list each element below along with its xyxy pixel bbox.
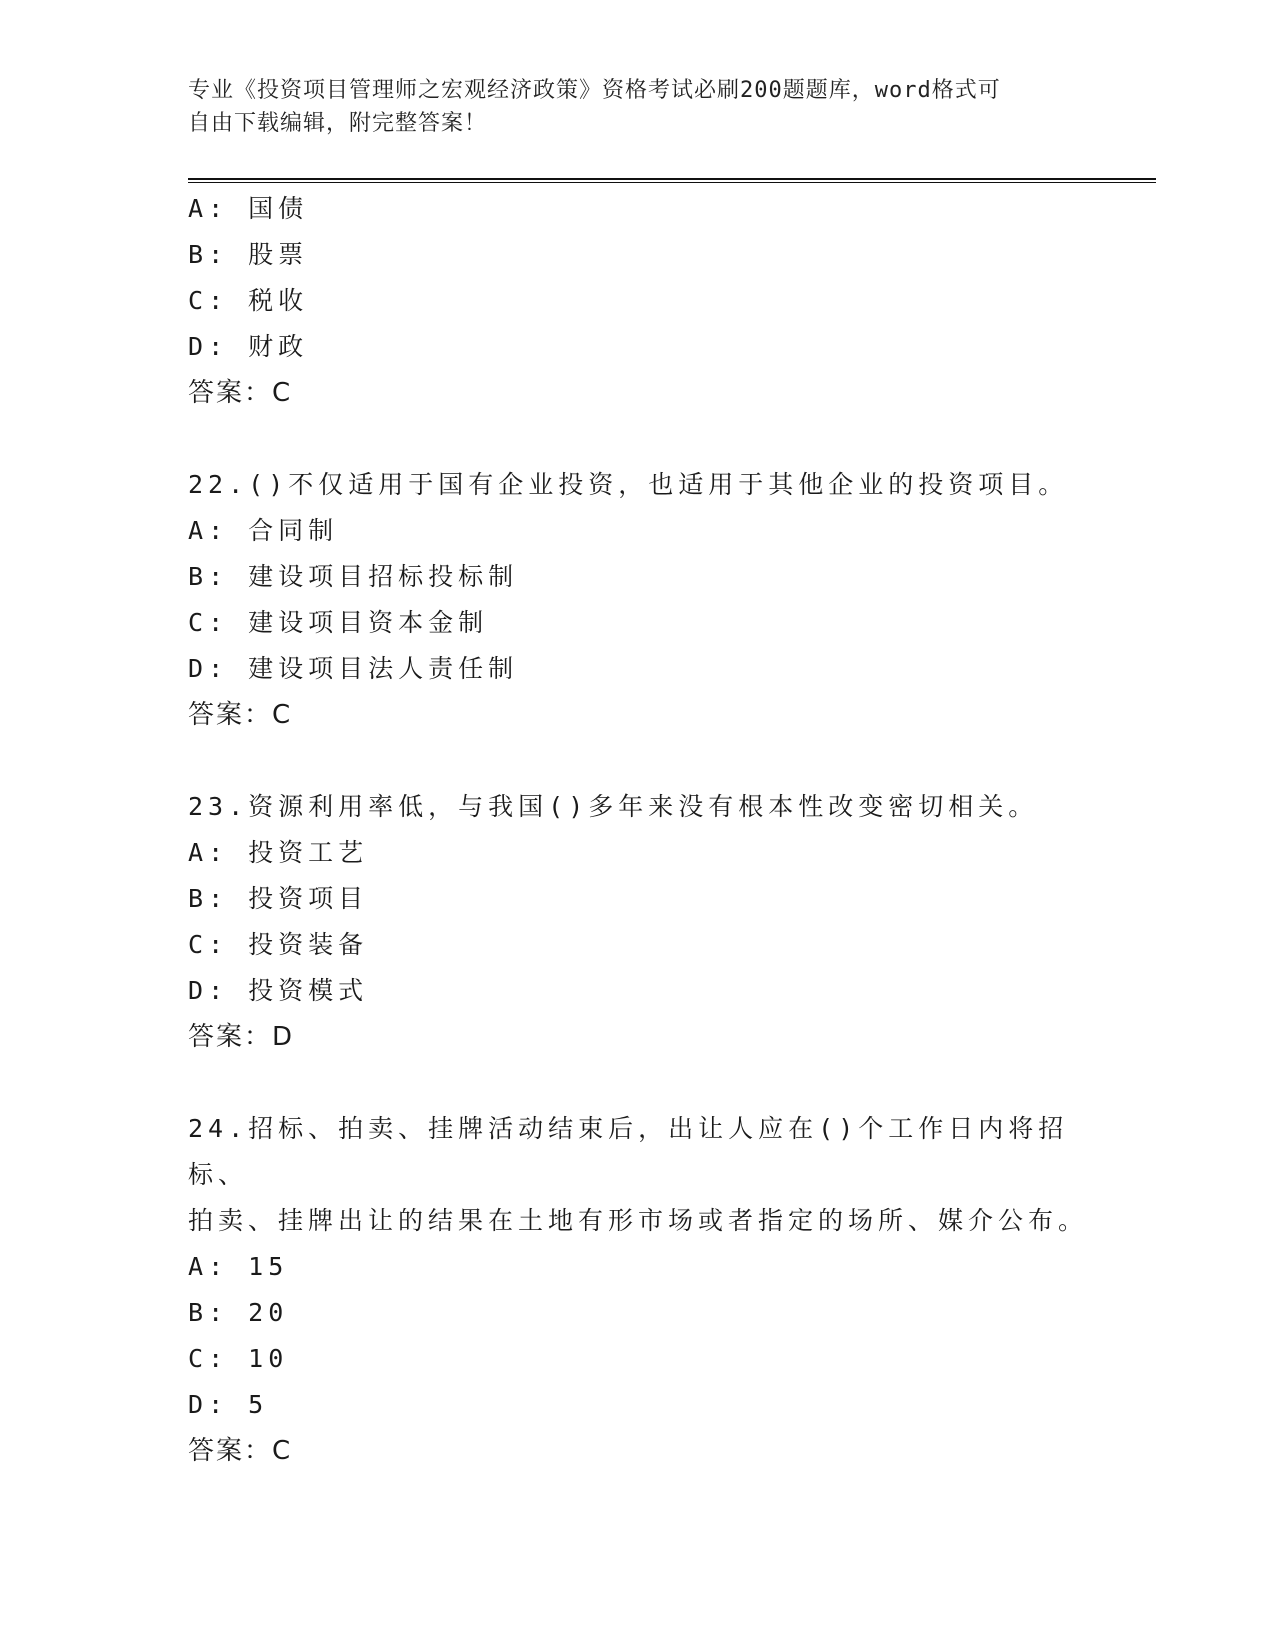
option-b: B: 股票 <box>188 240 309 269</box>
answer: 答案：C <box>188 700 293 730</box>
question-21 <box>188 186 1088 416</box>
question-list <box>188 186 1088 1520</box>
document-header <box>188 74 1088 140</box>
option-b: B: 投资项目 <box>188 884 369 913</box>
question-stem-line-1: 24.招标、拍卖、挂牌活动结束后，出让人应在()个工作日内将招标、 <box>188 1114 1069 1189</box>
option-a: A: 合同制 <box>188 516 339 545</box>
option-a: A: 15 <box>188 1252 289 1281</box>
header-line-1: 专业《投资项目管理师之宏观经济政策》资格考试必刷200题题库，word格式可 <box>188 78 1001 103</box>
question-23 <box>188 784 1088 1060</box>
option-b: B: 建设项目招标投标制 <box>188 562 519 591</box>
option-d: D: 5 <box>188 1390 269 1419</box>
option-d: D: 建设项目法人责任制 <box>188 654 519 683</box>
option-d: D: 财政 <box>188 332 309 361</box>
option-d: D: 投资模式 <box>188 976 369 1005</box>
answer: 答案：C <box>188 378 293 408</box>
question-stem: 22.()不仅适用于国有企业投资，也适用于其他企业的投资项目。 <box>188 470 1069 499</box>
option-c: C: 税收 <box>188 286 309 315</box>
option-b: B: 20 <box>188 1298 289 1327</box>
option-c: C: 建设项目资本金制 <box>188 608 489 637</box>
answer: 答案：D <box>188 1022 295 1052</box>
option-c: C: 投资装备 <box>188 930 369 959</box>
answer: 答案：C <box>188 1436 293 1466</box>
option-c: C: 10 <box>188 1344 289 1373</box>
question-stem: 23.资源利用率低，与我国()多年来没有根本性改变密切相关。 <box>188 792 1039 821</box>
header-line-2: 自由下载编辑，附完整答案！ <box>188 111 488 136</box>
header-divider <box>188 178 1156 183</box>
option-a: A: 投资工艺 <box>188 838 369 867</box>
question-stem-line-2: 拍卖、挂牌出让的结果在土地有形市场或者指定的场所、媒介公布。 <box>188 1206 1089 1235</box>
question-22 <box>188 462 1088 738</box>
question-24 <box>188 1106 1088 1474</box>
option-a: A: 国债 <box>188 194 309 223</box>
